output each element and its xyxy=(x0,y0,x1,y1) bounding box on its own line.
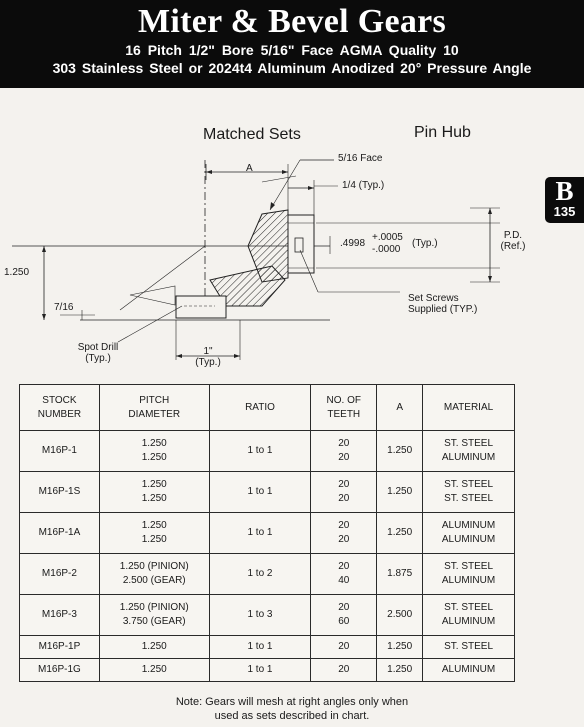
set-screws-line-2: Supplied (TYP.) xyxy=(408,304,478,315)
bore-tolerance-typ: (Typ.) xyxy=(412,238,438,249)
cell-teeth: 20 20 xyxy=(311,431,377,472)
cell-a: 1.250 xyxy=(377,472,423,513)
set-screws-label xyxy=(408,293,477,315)
section-tab xyxy=(545,177,584,223)
cell-pitch: 1.250 xyxy=(99,636,209,659)
cell-material: ST. STEEL ALUMINUM xyxy=(423,431,515,472)
cell-stock: M16P-1A xyxy=(20,513,100,554)
gear-set-drawing xyxy=(0,120,545,375)
note-line-1: Note: Gears will mesh at right angles only when xyxy=(175,696,409,708)
spot-offset-label: 7/16 xyxy=(54,302,74,313)
spec-line-1: 16 Pitch 1/2" Bore 5/16" Face AGMA Quality 10 xyxy=(125,42,459,58)
face-leader xyxy=(270,160,300,210)
hub-length-line-2: (Typ.) xyxy=(195,357,221,368)
table-row xyxy=(20,659,515,682)
bore-tolerance-minus: -.0000 xyxy=(372,244,401,255)
cell-pitch: 1.250 (PINION) 3.750 (GEAR) xyxy=(99,595,209,636)
dimension-a-label: A xyxy=(246,163,253,174)
cell-material: ALUMINUM ALUMINUM xyxy=(423,513,515,554)
bore-label: .4998 xyxy=(340,238,366,249)
spot-drill-leader xyxy=(118,306,182,342)
cell-teeth: 20 60 xyxy=(311,595,377,636)
catalog-header xyxy=(0,0,584,88)
cell-pitch: 1.250 xyxy=(99,659,209,682)
header-stock-number: STOCK NUMBER xyxy=(20,385,100,431)
cell-ratio: 1 to 1 xyxy=(209,659,311,682)
cell-ratio: 1 to 1 xyxy=(209,636,311,659)
table-row xyxy=(20,513,515,554)
page-number: 135 xyxy=(553,204,576,219)
header-material: MATERIAL xyxy=(423,385,515,431)
cell-ratio: 1 to 1 xyxy=(209,513,311,554)
gear-hub xyxy=(176,296,226,318)
cell-teeth: 20 20 xyxy=(311,513,377,554)
spot-drill-line-2: (Typ.) xyxy=(85,353,111,364)
cell-a: 2.500 xyxy=(377,595,423,636)
cell-ratio: 1 to 3 xyxy=(209,595,311,636)
table-row xyxy=(20,595,515,636)
cell-a: 1.250 xyxy=(377,431,423,472)
cell-a: 1.250 xyxy=(377,513,423,554)
page-title: Miter & Bevel Gears xyxy=(137,3,447,40)
cell-stock: M16P-1 xyxy=(20,431,100,472)
pd-line-2: (Ref.) xyxy=(500,241,526,252)
cell-teeth: 20 xyxy=(311,636,377,659)
cell-pitch: 1.250 1.250 xyxy=(99,431,209,472)
cell-a: 1.875 xyxy=(377,554,423,595)
pinion-hub xyxy=(288,215,314,273)
cell-pitch: 1.250 1.250 xyxy=(99,472,209,513)
table-header-row xyxy=(20,385,515,431)
pin-hub-heading: Pin Hub xyxy=(414,124,471,141)
header-teeth: NO. OF TEETH xyxy=(311,385,377,431)
cell-stock: M16P-3 xyxy=(20,595,100,636)
matched-sets-heading: Matched Sets xyxy=(203,126,301,143)
header-pitch-diameter: PITCH DIAMETER xyxy=(99,385,209,431)
section-letter: B xyxy=(555,176,574,206)
table-row xyxy=(20,554,515,595)
table-row xyxy=(20,636,515,659)
spot-drill-line-1: Spot Drill xyxy=(77,342,119,353)
cell-a: 1.250 xyxy=(377,636,423,659)
cell-stock: M16P-1P xyxy=(20,636,100,659)
spec-line-2: 303 Stainless Steel or 2024t4 Aluminum Anodized 20° Pressure Angle xyxy=(52,60,532,76)
cell-material: ST. STEEL ST. STEEL xyxy=(423,472,515,513)
set-screws-line-1: Set Screws xyxy=(408,293,459,304)
cell-stock: M16P-2 xyxy=(20,554,100,595)
cell-teeth: 20 xyxy=(311,659,377,682)
cell-ratio: 1 to 2 xyxy=(209,554,311,595)
cell-pitch: 1.250 1.250 xyxy=(99,513,209,554)
cell-material: ALUMINUM xyxy=(423,659,515,682)
cell-stock: M16P-1G xyxy=(20,659,100,682)
hub-length-label xyxy=(190,346,226,368)
table-body xyxy=(20,431,515,682)
cell-ratio: 1 to 1 xyxy=(209,472,311,513)
spot-drill-label xyxy=(68,342,128,364)
compatibility-note xyxy=(0,695,584,723)
cell-ratio: 1 to 1 xyxy=(209,431,311,472)
bore-tolerance-plus: +.0005 xyxy=(372,232,403,243)
note-line-2: used as sets described in chart. xyxy=(214,710,370,722)
gear-spec-table xyxy=(19,384,515,682)
cell-a: 1.250 xyxy=(377,659,423,682)
table-row xyxy=(20,431,515,472)
cell-teeth: 20 20 xyxy=(311,472,377,513)
pitch-diameter-label xyxy=(498,230,528,252)
cell-stock: M16P-1S xyxy=(20,472,100,513)
hub-offset-label: 1/4 (Typ.) xyxy=(342,180,385,191)
height-label: 1.250 xyxy=(4,267,30,278)
cell-teeth: 20 40 xyxy=(311,554,377,595)
cell-material: ST. STEEL xyxy=(423,636,515,659)
cell-material: ST. STEEL ALUMINUM xyxy=(423,595,515,636)
cell-pitch: 1.250 (PINION) 2.500 (GEAR) xyxy=(99,554,209,595)
table-row xyxy=(20,472,515,513)
face-width-label: 5/16 Face xyxy=(338,153,383,164)
cell-material: ST. STEEL ALUMINUM xyxy=(423,554,515,595)
header-ratio: RATIO xyxy=(209,385,311,431)
header-a: A xyxy=(377,385,423,431)
pd-line-1: P.D. xyxy=(503,230,523,241)
hub-length-line-1: 1" xyxy=(203,346,213,357)
